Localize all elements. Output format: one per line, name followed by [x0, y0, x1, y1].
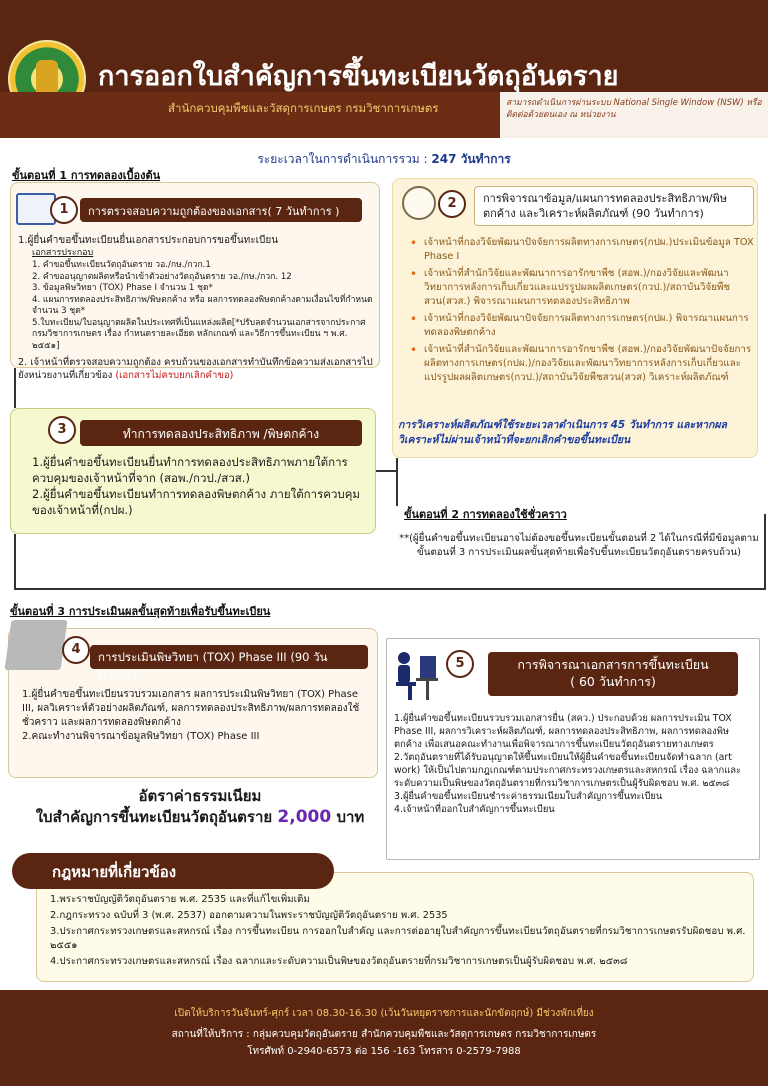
- step-5-number: 5: [446, 650, 474, 678]
- folder-icon: [4, 620, 67, 670]
- step-3-body: [32, 454, 366, 518]
- connector-line: [376, 470, 396, 472]
- step-3-number: 3: [48, 416, 76, 444]
- people-group-icon: [402, 186, 436, 220]
- step-3-item: 2.ผู้ยื่นคำขอขึ้นทะเบียนทำการทดลองพิษตกค้าง ภายใต้การควบคุมของเจ้าหน้าที่(กปผ.): [32, 487, 360, 517]
- fee-label: อัตราค่าธรรมเนียม: [138, 787, 262, 805]
- step-2-item: • เจ้าหน้าที่กองวิจัยพัฒนาปัจจัยการผลิตทางการเกษตร(กปผ.)ประเมินข้อมูล TOX Phase I: [410, 236, 755, 264]
- step-1-intro: 1.ผู้ยื่นคำขอขึ้นทะเบียนยื่นเอกสารประกอบการขอขึ้นทะเบียน: [18, 235, 279, 246]
- section-2-note: **(ผู้ยื่นคำขอขึ้นทะเบียนอาจไม่ต้องขอขึ้นทะเบียนขั้นตอนที่ 2 ได้ในกรณีที่มีข้อมูลตาม ขั้นตอนที่ 3 การประเมินผลขั้นสุดท้ายเพื่อรับขึ้นทะเบียนวัตถุอันตรายครบถ้วน): [399, 533, 759, 558]
- fee-amount: 2,000: [277, 807, 332, 827]
- law-list: [50, 893, 750, 971]
- step-1-docs-title: เอกสารประกอบ: [32, 248, 94, 258]
- footer-hours: เปิดให้บริการวันจันทร์-ศุกร์ เวลา 08.30-16.30 (เว้นวันหยุดราชการและนักขัตฤกษ์) มีช่วงพักเที่ยง: [174, 1008, 594, 1019]
- law-item: 3.ประกาศกระทรวงเกษตรและสหกรณ์ เรื่อง การขึ้นทะเบียน การออกใบสำคัญ และการต่ออายุใบสำคัญการขึ้นทะเบียนวัตถุอันตรายที่กรมวิชาการเกษตรรับผิดชอบ พ.ศ. ๒๕๕๑: [50, 926, 746, 951]
- step-1-heading: การตรวจสอบความถูกต้องของเอกสาร( 7 วันทำการ ): [80, 198, 362, 222]
- step-2-heading: การพิจารณาข้อมูล/แผนการทดลองประสิทธิภาพ/พิษตกค้าง และวิเคราะห์ผลิตภัณฑ์ (90 วันทำการ): [474, 186, 754, 226]
- person-at-computer-icon: [392, 648, 438, 704]
- step-2-item: • เจ้าหน้าที่กองวิจัยพัฒนาปัจจัยการผลิตทางการเกษตร(กปผ.) พิจารณาแผนการทดลองพิษตกค้าง: [410, 312, 755, 340]
- step-1-item-2-warning: (เอกสารไม่ครบยกเลิกคำขอ): [115, 370, 234, 381]
- step-5-item: 1.ผู้ยื่นคำขอขึ้นทะเบียนรวบรวมเอกสารยื่น (สคว.) ประกอบด้วย ผลการประเมิน TOX Phase III, ผลการวิเคราะห์ผลิตภัณฑ์, ผลการทดลองประสิทธิภาพ, ผลการทดลองพิษตกค้าง เพื่อเสนอคณะทำงานเพื่อพิจารณาการขึ้นทะเบียนวัตถุอันตรายทางเกษตร: [394, 713, 732, 750]
- step-2-list: [410, 236, 755, 388]
- connector-line: [14, 588, 764, 590]
- step-5-heading-title: การพิจารณาเอกสารการขึ้นทะเบียน: [517, 657, 709, 672]
- step-4-item: 2.คณะทำงานพิจารณาข้อมูลพิษวิทยา (TOX) Phase III: [22, 731, 260, 742]
- law-item: 1.พระราชบัญญัติวัตถุอันตราย พ.ศ. 2535 และที่แก้ไขเพิ่มเติม: [50, 894, 310, 905]
- step-2-item: • เจ้าหน้าที่สำนักวิจัยและพัฒนาการอารักขาพืช (สอพ.)/กองวิจัยพัฒนาปัจจัยการผลิตทางการเกษตร(กปผ.)/กองวิจัยและพัฒนาวิทยาการหลังการเก็บเกี่ยวและแปรรูปผลผลิตเกษตร(กวป.)/สถาบันวิจัยพืชสวน(สวส) วิเคราะห์ผลิตภัณฑ์: [410, 343, 755, 385]
- step-1-number: 1: [50, 196, 78, 224]
- step-2-note: การวิเคราะห์ผลิตภัณฑ์ใช้ระยะเวลาดำเนินการ 45 วันทำการ และหากผลวิเคราะห์ไม่ผ่านเจ้าหน้าที่จะยกเลิกคำขอขึ้นทะเบียน: [398, 419, 727, 446]
- duration-label: ระยะเวลาในการดำเนินการรวม :: [257, 152, 428, 166]
- step-3-heading: ทำการทดลองประสิทธิภาพ /พิษตกค้าง: [80, 420, 362, 446]
- step-5-item: 2.วัตถุอันตรายที่ได้รับอนุญาตให้ขึ้นทะเบียนให้ผู้ยื่นคำขอขึ้นทะเบียนจัดทำฉลาก (art work) ให้เป็นไปตามกฎเกณฑ์ตามประกาศกระทรวงเกษตรและสหกรณ์ เรื่อง ฉลากและระดับความเป็นพิษของวัตถุอันตรายที่กรมวิชาการเกษตรเป็นผู้รับผิดชอบ พ.ศ. ๒๕๓๘: [394, 752, 742, 789]
- connector-line: [764, 514, 766, 590]
- step-2-number: 2: [438, 190, 466, 218]
- duration-value: 247 วันทำการ: [431, 152, 511, 166]
- step-3-item: 1.ผู้ยื่นคำขอขึ้นทะเบียนยื่นทำการทดลองประสิทธิภาพภายใต้การควบคุมของเจ้าหน้าที่จาก (สอพ./กวป./สวส.): [32, 455, 348, 485]
- step-5-body: [394, 712, 754, 816]
- step-5-heading-days: ( 60 วันทำการ): [570, 674, 656, 689]
- connector-line: [396, 458, 398, 506]
- law-heading: กฎหมายที่เกี่ยวข้อง: [12, 853, 334, 889]
- step-4-number: 4: [62, 636, 90, 664]
- page-title: การออกใบสำคัญการขึ้นทะเบียนวัตถุอันตราย: [98, 61, 619, 92]
- step-2-item: • เจ้าหน้าที่สำนักวิจัยและพัฒนาการอารักขาพืช (สอพ.)/กองวิจัยและพัฒนาวิทยาการหลังการเก็บเกี่ยวและแปรรูปผลผลิตเกษตร(กวป.)/สถาบันวิจัยพืชสวน(สวส.) พิจารณาแผนการทดลองประสิทธิภาพ: [410, 267, 755, 309]
- fee-unit: บาท: [336, 808, 365, 826]
- step-1-doc: 3. ข้อมูลพิษวิทยา (TOX) Phase I จำนวน 1 ชุด*: [32, 283, 213, 293]
- fee-item: ใบสำคัญการขึ้นทะเบียนวัตถุอันตราย: [35, 808, 273, 826]
- step-1-doc: 5.ใบทะเบียน/ใบอนุญาตผลิตในประเทศที่เป็นแหล่งผลิต[*ปรับลดจำนวนเอกสารจากประกาศกรมวิชาการเกษตร เรื่อง กำหนดรายละเอียด หลักเกณฑ์ และวิธีการขึ้นทะเบียน ฯ พ.ศ. ๒๕๕๑]: [32, 317, 366, 351]
- page-subtitle: สำนักควบคุมพืชและวัสดุการเกษตร กรมวิชาการเกษตร: [168, 101, 439, 115]
- connector-line: [14, 534, 16, 590]
- footer-place: สถานที่ให้บริการ : กลุ่มควบคุมวัตถุอันตราย สำนักควบคุมพืชและวัสดุการเกษตร กรมวิชาการเกษตร: [171, 1029, 597, 1040]
- step-1-doc: 2. คำขออนุญาตผลิตหรือนำเข้าตัวอย่างวัตถุอันตราย วอ./กษ./กวก. 12: [32, 271, 292, 282]
- step-1-doc: 1. คำขอขึ้นทะเบียนวัตถุอันตราย วอ./กษ./กวก.1: [32, 260, 211, 270]
- footer-phone: โทรศัพท์ 0-2940-6573 ต่อ 156 -163 โทรสาร 0-2579-7988: [247, 1046, 521, 1057]
- section-2-title: ขั้นตอนที่ 2 การทดลองใช้ชั่วคราว: [404, 508, 567, 521]
- step-1-doc: 4. แผนการทดลองประสิทธิภาพ/พิษตกค้าง หรือ ผลการทดลองพิษตกค้างตามเงื่อนไขที่กำหนด จำนวน 3 ชุด*: [32, 294, 373, 316]
- law-item: 2.กฎกระทรวง ฉบับที่ 3 (พ.ศ. 2537) ออกตามความในพระราชบัญญัติวัตถุอันตราย พ.ศ. 2535: [50, 910, 448, 921]
- step-4-item: 1.ผู้ยื่นคำขอขึ้นทะเบียนรวบรวมเอกสาร ผลการประเมินพิษวิทยา (TOX) Phase III, ผลวิเคราะห์ตัวอย่างผลิตภัณฑ์, ผลการทดลองประสิทธิภาพ/ผลการทดลองใช้ชั่วคราว และผลการทดลองพิษตกค้าง: [22, 689, 360, 728]
- step-1-item-2: 2. เจ้าหน้าที่ตรวจสอบความถูกต้อง ครบถ้วนของเอกสารทำบันทึกข้อความส่งเอกสารไปยังหน่วยงานที่เกี่ยวข้อง: [18, 357, 373, 381]
- connector-line: [14, 368, 16, 408]
- law-item: 4.ประกาศกระทรวงเกษตรและสหกรณ์ เรื่อง ฉลากและระดับความเป็นพิษของวัตถุอันตรายที่กรมวิชาการเกษตรเป็นผู้รับผิดชอบ พ.ศ. ๒๕๓๘: [50, 956, 628, 967]
- step-4-heading: การประเมินพิษวิทยา (TOX) Phase III (90 วันทำการ): [90, 645, 368, 669]
- section-1-title: ขั้นตอนที่ 1 การทดลองเบื้องต้น: [12, 169, 161, 182]
- step-1-body: [18, 234, 374, 382]
- section-3-title: ขั้นตอนที่ 3 การประเมินผลขั้นสุดท้ายเพื่อรับขึ้นทะเบียน: [10, 605, 271, 618]
- step-4-body: [22, 688, 372, 744]
- nsw-note: สามารถดำเนินการผ่านระบบ National Single Window (NSW) หรือ ติดต่อด้วยตนเอง ณ หน่วยงาน: [506, 98, 762, 120]
- step-5-item: 4.เจ้าหน้าที่ออกใบสำคัญการขึ้นทะเบียน: [394, 804, 555, 815]
- fee-section: [20, 786, 380, 828]
- step-5-item: 3.ผู้ยื่นคำขอขึ้นทะเบียนชำระค่าธรรมเนียมใบสำคัญการขึ้นทะเบียน: [394, 791, 663, 802]
- step-5-heading: [488, 652, 738, 696]
